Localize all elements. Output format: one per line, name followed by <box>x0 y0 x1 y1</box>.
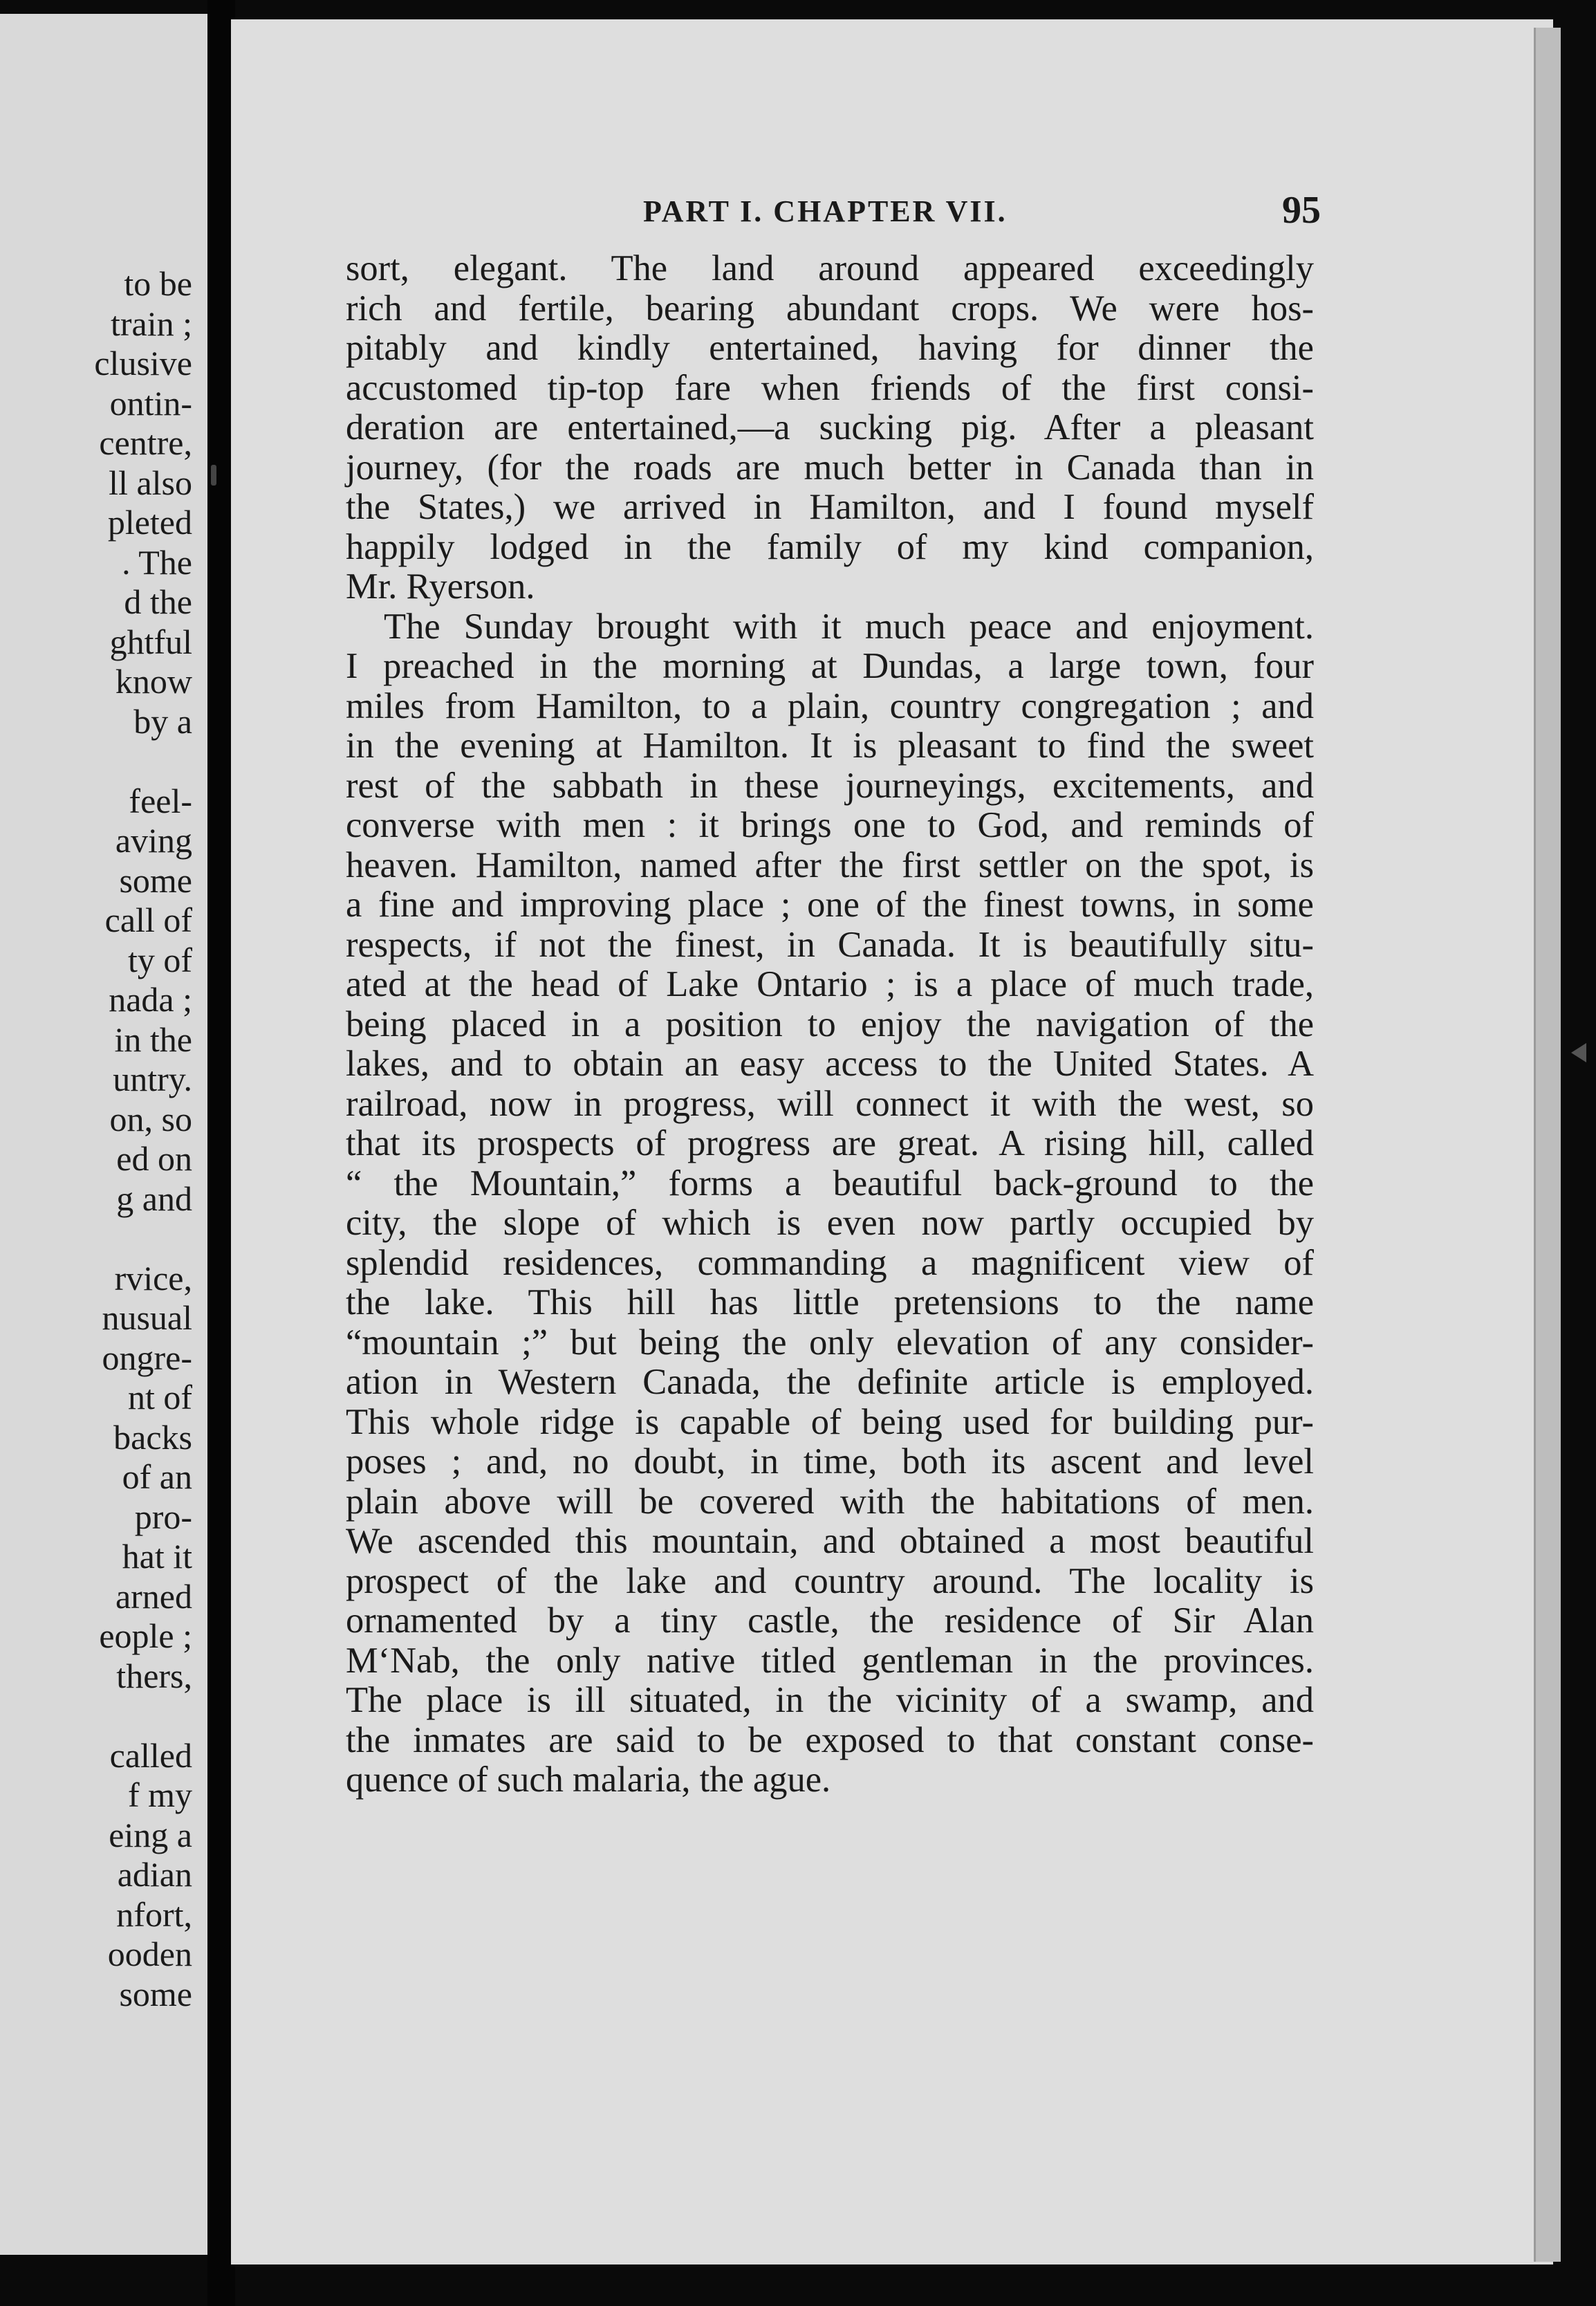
left-line: pro- <box>134 1497 192 1536</box>
text-line: ornamented by a tiny castle, the residence of Sir Alan <box>346 1601 1314 1641</box>
text-line: ated at the head of Lake Ontario ; is a place of much trade, <box>346 964 1314 1004</box>
left-line: eing a <box>109 1815 192 1854</box>
body-text <box>346 249 1314 1800</box>
left-line: g and <box>116 1179 192 1218</box>
text-line: quence of such malaria, the ague. <box>346 1760 831 1800</box>
text-line: rich and fertile, bearing abundant crops. We were hos- <box>346 288 1314 329</box>
page-header <box>408 188 1321 237</box>
text-line: rest of the sabbath in these journeyings, excitements, and <box>346 765 1314 806</box>
text-line: plain above will be covered with the habitations of men. <box>346 1481 1314 1522</box>
text-line: splendid residences, commanding a magnificent view of <box>346 1242 1314 1283</box>
text-line: Mr. Ryerson. <box>346 566 535 607</box>
left-line: clusive <box>94 344 192 382</box>
left-line: untry. <box>113 1060 192 1098</box>
left-line: ontin- <box>109 383 192 423</box>
text-line: The Sunday brought with it much peace and enjoyment. <box>384 606 1314 647</box>
text-line: “mountain ;” but being the only elevation of any consider- <box>346 1322 1314 1363</box>
text-line: a fine and improving place ; one of the finest towns, in some <box>346 885 1314 925</box>
left-line: ongre- <box>102 1338 192 1377</box>
left-line: f my <box>127 1775 192 1814</box>
scan-marker-arrow-icon <box>1571 1043 1586 1062</box>
left-line: ooden <box>107 1935 192 1973</box>
text-line: journey, (for the roads are much better in Canada than in <box>346 447 1314 488</box>
text-line: I preached in the morning at Dundas, a large town, four <box>346 646 1314 686</box>
running-head: PART I. CHAPTER VII. <box>643 194 1008 228</box>
text-line: prospect of the lake and country around. The locality is <box>346 1560 1314 1601</box>
text-line: accustomed tip-top fare when friends of the first consi- <box>346 367 1314 408</box>
left-line: nusual <box>102 1298 192 1337</box>
left-page-text <box>0 264 192 2014</box>
left-line-gap <box>0 741 192 782</box>
left-line: to be <box>124 264 192 303</box>
left-line-gap <box>0 1219 192 1259</box>
text-line: the States,) we arrived in Hamilton, and I found myself <box>346 487 1314 527</box>
left-line: train ; <box>110 304 192 343</box>
left-line: some <box>119 860 192 900</box>
text-line: We ascended this mountain, and obtained a most beautiful <box>346 1521 1314 1561</box>
text-line: being placed in a position to enjoy the navigation of the <box>346 1004 1314 1044</box>
left-line: . The <box>122 542 192 582</box>
left-line: thers, <box>116 1656 192 1695</box>
text-line: respects, if not the finest, in Canada. It is beautifully situ- <box>346 924 1314 965</box>
ink-blot <box>211 465 216 486</box>
left-line: some <box>119 1974 192 2013</box>
left-line: nfort, <box>116 1894 192 1934</box>
left-line: aving <box>115 821 192 860</box>
left-line: nada ; <box>109 980 192 1019</box>
left-line: centre, <box>99 423 192 462</box>
left-line: in the <box>114 1020 192 1059</box>
left-line: rvice, <box>114 1258 192 1298</box>
left-line: on, so <box>109 1099 192 1138</box>
left-line: hat it <box>122 1537 192 1576</box>
text-line: sort, elegant. The land around appeared exceedingly <box>346 248 1314 288</box>
text-line: railroad, now in progress, will connect it with the west, so <box>346 1083 1314 1124</box>
left-line: pleted <box>107 503 192 542</box>
text-line: ation in Western Canada, the definite article is employed. <box>346 1362 1314 1402</box>
text-line: poses ; and, no doubt, in time, both its ascent and level <box>346 1441 1314 1482</box>
left-line: ed on <box>116 1139 192 1178</box>
text-line: that its prospects of progress are great. A rising hill, called <box>346 1123 1314 1163</box>
text-line: lakes, and to obtain an easy access to the United States. A <box>346 1044 1314 1084</box>
text-line: “ the Mountain,” forms a beautiful back-ground to the <box>346 1163 1314 1203</box>
text-line: The place is ill situated, in the vicinity of a swamp, and <box>346 1680 1314 1720</box>
left-line: ghtful <box>109 622 192 661</box>
text-line: in the evening at Hamilton. It is pleasant to find the sweet <box>346 726 1314 766</box>
left-line: by a <box>133 701 192 741</box>
left-line: nt of <box>127 1378 192 1417</box>
left-line: eople ; <box>99 1616 192 1655</box>
left-line: ll also <box>109 463 192 502</box>
text-line: M‘Nab, the only native titled gentleman in the provinces. <box>346 1640 1314 1681</box>
left-line: backs <box>113 1417 192 1457</box>
left-line: feel- <box>129 781 192 820</box>
left-line-gap <box>0 1696 192 1736</box>
text-line: the lake. This hill has little pretensions to the name <box>346 1282 1314 1322</box>
text-line: happily lodged in the family of my kind companion, <box>346 526 1314 567</box>
left-line: know <box>115 662 192 701</box>
page-number: 95 <box>1282 189 1321 232</box>
text-line: deration are entertained,—a sucking pig. After a pleasant <box>346 407 1314 448</box>
text-line: miles from Hamilton, to a plain, country congregation ; and <box>346 685 1314 726</box>
left-line: call of <box>104 901 192 939</box>
text-line: This whole ridge is capable of being used for building pur- <box>346 1401 1314 1442</box>
left-line: called <box>109 1735 192 1775</box>
left-line: ty of <box>127 940 192 979</box>
left-line: arned <box>115 1576 192 1616</box>
left-page <box>0 14 207 2255</box>
left-line: d the <box>124 582 192 621</box>
text-line: pitably and kindly entertained, having for dinner the <box>346 328 1314 368</box>
text-line: city, the slope of which is even now partly occupied by <box>346 1203 1314 1243</box>
left-line: adian <box>117 1855 192 1894</box>
text-line: the inmates are said to be exposed to that constant conse- <box>346 1719 1314 1760</box>
text-line: converse with men : it brings one to God, and reminds of <box>346 805 1314 845</box>
page-edge <box>1534 28 1561 2262</box>
text-line: heaven. Hamilton, named after the first settler on the spot, is <box>346 845 1314 885</box>
left-line: of an <box>122 1457 192 1496</box>
